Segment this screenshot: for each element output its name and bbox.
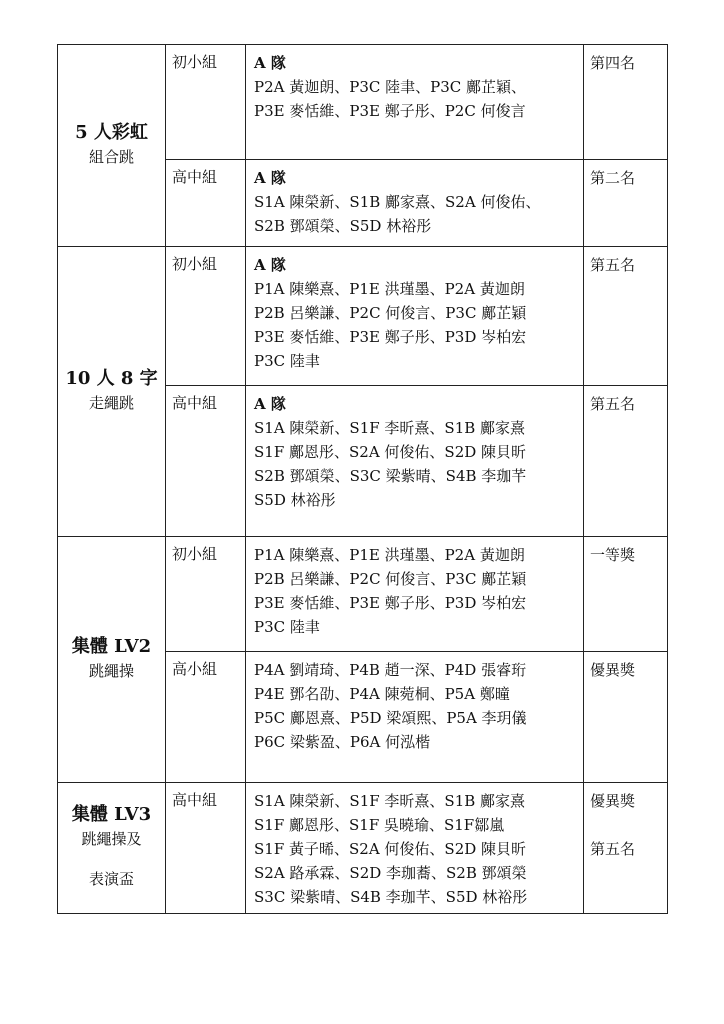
results-table — [57, 44, 668, 914]
table-row — [58, 45, 668, 160]
member-line: S1A 陳榮新、S1B 鄺家熹、S2A 何俊佑、 — [254, 193, 541, 211]
award-cell — [584, 247, 668, 386]
award-text: 第五名 — [590, 840, 636, 858]
member-line: P4E 鄧名劭、P4A 陳菀桐、P5A 鄭曈 — [254, 685, 510, 703]
member-line: P3E 麥恬維、P3E 鄭子彤、P2C 何俊言 — [254, 102, 526, 120]
member-line: S1F 鄺恩彤、S1F 吳曉瑜、S1F鄒嵐 — [254, 816, 505, 834]
award-cell — [584, 386, 668, 537]
level-cell: 高中組 — [166, 783, 246, 914]
team-label: A 隊 — [254, 256, 286, 274]
award-text: 第二名 — [590, 169, 636, 187]
award-cell — [584, 652, 668, 783]
level-cell: 初小組 — [166, 45, 246, 160]
award-text: 第四名 — [590, 54, 636, 72]
member-line: P3C 陸聿 — [254, 352, 320, 370]
event-name: 10 人 8 字 — [65, 367, 158, 389]
members-cell — [246, 247, 584, 386]
award-text: 一等獎 — [590, 546, 636, 564]
table-row — [58, 783, 668, 914]
members-cell — [246, 386, 584, 537]
member-line: S1F 鄺恩彤、S2A 何俊佑、S2D 陳貝昕 — [254, 443, 527, 461]
member-line: P5C 鄺恩熹、P5D 梁頌熙、P5A 李玥儀 — [254, 709, 527, 727]
event-subname: 跳繩操及 — [81, 830, 142, 848]
member-line: P1A 陳樂熹、P1E 洪瑾墨、P2A 黃迦朗 — [254, 280, 525, 298]
award-cell — [584, 783, 668, 914]
member-line: S2B 鄧頌榮、S3C 梁紫晴、S4B 李珈芊 — [254, 467, 527, 485]
member-line: S5D 林裕彤 — [254, 491, 336, 509]
event-name: 5 人彩虹 — [75, 121, 148, 143]
member-line: S3C 梁紫晴、S4B 李珈芊、S5D 林裕彤 — [254, 888, 528, 906]
award-cell — [584, 45, 668, 160]
event-cell — [58, 45, 166, 247]
member-line: P2B 呂樂謙、P2C 何俊言、P3C 鄺芷穎 — [254, 570, 527, 588]
event-cell — [58, 537, 166, 783]
award-text: 優異獎 — [590, 792, 636, 810]
event-name: 集體 LV3 — [71, 804, 152, 825]
member-line: P3E 麥恬維、P3E 鄭子彤、P3D 岑柏宏 — [254, 328, 527, 346]
award-cell — [584, 160, 668, 247]
level-cell: 初小組 — [166, 537, 246, 652]
member-line: P2B 呂樂謙、P2C 何俊言、P3C 鄺芷穎 — [254, 304, 527, 322]
members-cell — [246, 783, 584, 914]
table-row — [58, 537, 668, 652]
level-cell: 高小組 — [166, 652, 246, 783]
member-line: S1F 黃子晞、S2A 何俊佑、S2D 陳貝昕 — [254, 840, 527, 858]
members-cell — [246, 537, 584, 652]
event-cell — [58, 783, 166, 914]
team-label: A 隊 — [254, 169, 286, 187]
member-line: S2A 路承霖、S2D 李珈蕎、S2B 鄧頌榮 — [254, 864, 527, 882]
members-cell — [246, 45, 584, 160]
event-subname: 組合跳 — [88, 147, 134, 166]
team-label: A 隊 — [254, 395, 286, 413]
event-cell — [58, 247, 166, 537]
member-line: P4A 劉靖琦、P4B 趙一深、P4D 張睿珩 — [254, 661, 527, 679]
member-line: P6C 梁紫盈、P6A 何泓楷 — [254, 733, 431, 751]
member-line: S1A 陳榮新、S1F 李昕熹、S1B 鄺家熹 — [254, 792, 526, 810]
table-row — [58, 247, 668, 386]
member-line: P2A 黃迦朗、P3C 陸聿、P3C 鄺芷穎、 — [254, 78, 527, 96]
event-name: 集體 LV2 — [71, 635, 152, 657]
member-line: P3E 麥恬維、P3E 鄭子彤、P3D 岑柏宏 — [254, 594, 527, 612]
members-cell — [246, 160, 584, 247]
member-line: S2B 鄧頌榮、S5D 林裕彤 — [254, 217, 432, 235]
award-text: 第五名 — [590, 395, 636, 413]
member-line: P1A 陳樂熹、P1E 洪瑾墨、P2A 黃迦朗 — [254, 546, 525, 564]
award-text: 優異獎 — [590, 661, 636, 679]
member-line: S1A 陳榮新、S1F 李昕熹、S1B 鄺家熹 — [254, 419, 526, 437]
event-subname-2: 表演盃 — [88, 870, 134, 888]
member-line: P3C 陸聿 — [254, 618, 320, 636]
level-cell: 初小組 — [166, 247, 246, 386]
members-cell — [246, 652, 584, 783]
level-cell: 高中組 — [166, 386, 246, 537]
event-subname: 跳繩操 — [88, 661, 134, 680]
award-text: 第五名 — [590, 256, 636, 274]
team-label: A 隊 — [254, 54, 286, 72]
event-subname: 走繩跳 — [88, 393, 134, 412]
level-cell: 高中組 — [166, 160, 246, 247]
award-cell — [584, 537, 668, 652]
